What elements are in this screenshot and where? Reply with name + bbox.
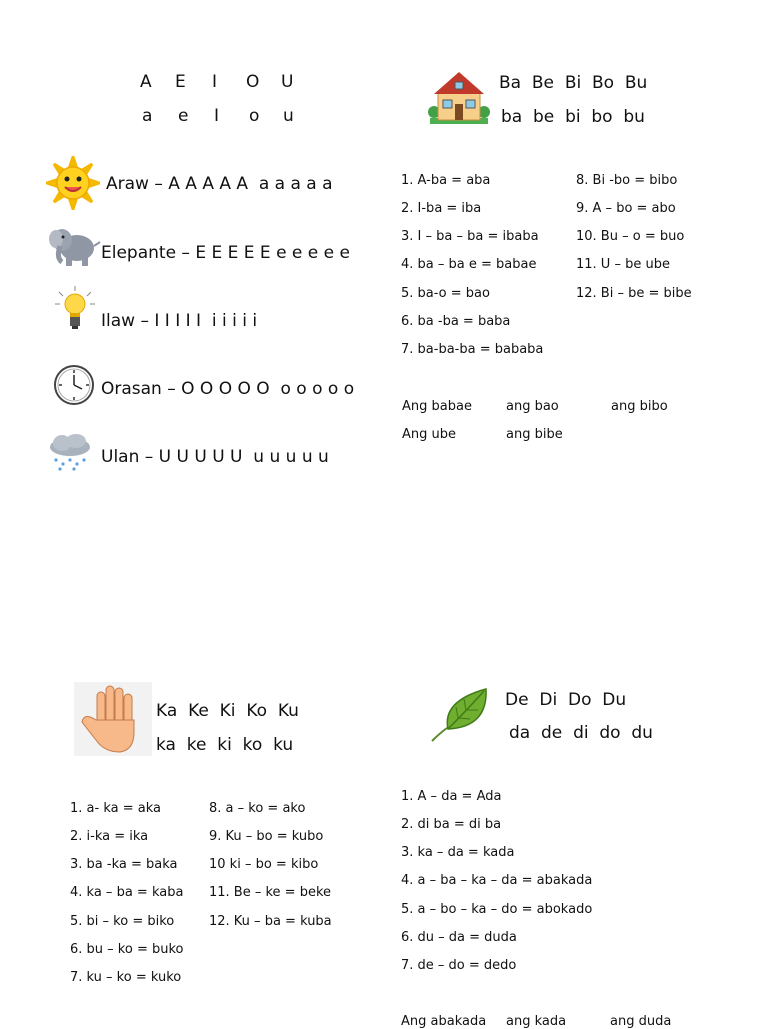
elephant-icon bbox=[46, 224, 102, 272]
list-item: 3. ka – da = kada bbox=[401, 845, 515, 860]
vowel-letter: A bbox=[140, 72, 152, 92]
list-item: 6. ba -ba = baba bbox=[401, 314, 511, 329]
phrase: Ang ube bbox=[402, 427, 457, 442]
da-syllables-lower: da de di do du bbox=[509, 723, 653, 743]
list-item: 3. I – ba – ba = ibaba bbox=[401, 229, 539, 244]
vowel-letter: O bbox=[246, 72, 260, 92]
sun-icon bbox=[46, 156, 100, 214]
vowel-letter: U bbox=[281, 72, 294, 92]
hand-icon bbox=[74, 682, 152, 760]
list-item: 2. i-ka = ika bbox=[70, 829, 149, 844]
list-item: 10. Bu – o = buo bbox=[576, 229, 685, 244]
phrase: ang kada bbox=[506, 1014, 567, 1029]
vowel-letter: a bbox=[142, 106, 153, 126]
list-item: 1. A – da = Ada bbox=[401, 789, 502, 804]
da-syllables-upper: De Di Do Du bbox=[505, 690, 627, 710]
phrase: ang duda bbox=[610, 1014, 672, 1029]
list-item: 5. ba-o = bao bbox=[401, 286, 490, 301]
list-item: 7. de – do = dedo bbox=[401, 958, 517, 973]
list-item: 1. a- ka = aka bbox=[70, 801, 161, 816]
lightbulb-icon bbox=[52, 284, 98, 336]
list-item: 12. Bi – be = bibe bbox=[576, 286, 692, 301]
list-item: 4. ba – ba e = babae bbox=[401, 257, 537, 272]
phrase: Ang abakada bbox=[401, 1014, 487, 1029]
list-item: 9. A – bo = abo bbox=[576, 201, 676, 216]
list-item: 2. di ba = di ba bbox=[401, 817, 502, 832]
vowel-word-row: Orasan – O O O O O o o o o o bbox=[101, 379, 355, 399]
list-item: 4. a – ba – ka – da = abakada bbox=[401, 873, 593, 888]
house-icon bbox=[426, 68, 492, 132]
vowel-letter: I bbox=[214, 106, 220, 126]
list-item: 6. du – da = duda bbox=[401, 930, 517, 945]
list-item: 9. Ku – bo = kubo bbox=[209, 829, 324, 844]
list-item: 1. A-ba = aba bbox=[401, 173, 491, 188]
list-item: 5. bi – ko = biko bbox=[70, 914, 175, 929]
vowel-letter: u bbox=[283, 106, 294, 126]
phrase: ang bibe bbox=[506, 427, 563, 442]
list-item: 5. a – bo – ka – do = abokado bbox=[401, 902, 593, 917]
ka-syllables-upper: Ka Ke Ki Ko Ku bbox=[156, 701, 299, 721]
rain-cloud-icon bbox=[46, 433, 94, 477]
vowel-letter: I bbox=[212, 72, 218, 92]
list-item: 10 ki – bo = kibo bbox=[209, 857, 319, 872]
vowel-word-row: Elepante – E E E E E e e e e e bbox=[101, 243, 350, 263]
vowel-letter: o bbox=[249, 106, 260, 126]
list-item: 7. ku – ko = kuko bbox=[70, 970, 182, 985]
vowel-letter: E bbox=[175, 72, 186, 92]
phrase: ang bao bbox=[506, 399, 559, 414]
list-item: 2. I-ba = iba bbox=[401, 201, 482, 216]
clock-icon bbox=[53, 364, 95, 410]
phrase: Ang babae bbox=[402, 399, 472, 414]
vowel-letter: e bbox=[178, 106, 189, 126]
vowel-word-row: Araw – A A A A A a a a a a bbox=[106, 174, 333, 194]
list-item: 8. Bi -bo = bibo bbox=[576, 173, 678, 188]
ba-syllables-lower: ba be bi bo bu bbox=[501, 107, 645, 127]
vowel-word-row: Ilaw – I I I I I i i i i i bbox=[101, 311, 258, 331]
ba-syllables-upper: Ba Be Bi Bo Bu bbox=[499, 73, 648, 93]
ka-syllables-lower: ka ke ki ko ku bbox=[156, 735, 294, 755]
list-item: 11. U – be ube bbox=[576, 257, 670, 272]
list-item: 12. Ku – ba = kuba bbox=[209, 914, 332, 929]
vowel-word-row: Ulan – U U U U U u u u u u bbox=[101, 447, 329, 467]
list-item: 3. ba -ka = baka bbox=[70, 857, 178, 872]
list-item: 7. ba-ba-ba = bababa bbox=[401, 342, 544, 357]
leaf-icon bbox=[426, 683, 492, 749]
list-item: 8. a – ko = ako bbox=[209, 801, 306, 816]
list-item: 4. ka – ba = kaba bbox=[70, 885, 184, 900]
list-item: 6. bu – ko = buko bbox=[70, 942, 184, 957]
list-item: 11. Be – ke = beke bbox=[209, 885, 332, 900]
phrase: ang bibo bbox=[611, 399, 668, 414]
